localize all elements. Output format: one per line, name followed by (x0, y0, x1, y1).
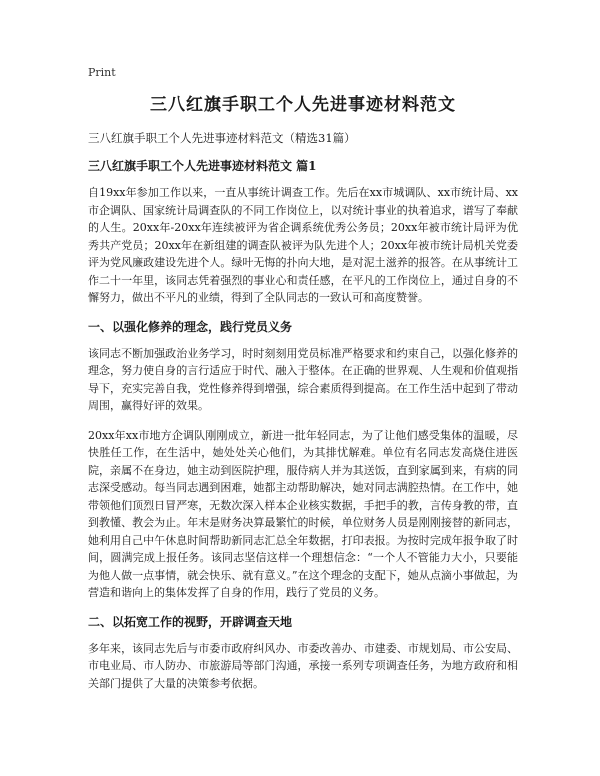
section-heading-2: 二、以拓宽工作的视野，开辟调查天地 (88, 614, 293, 629)
print-label[interactable]: Print (88, 66, 116, 79)
paragraph-section-1b: 20xx年xx市地方企调队刚刚成立，新进一批年轻同志，为了让他们感受集体的温暖，尽快胜任工作，在生活中，她处处关心他们，为其排忧解难。单位有名同志发高烧住进医院，亲属不在身边，她主动到医院护理，服侍病人并为其送饭，直到家属到来，有病的同志深受感动。每当同志遇到困难，她都主动帮助解决，她对同志满腔热情。在工作中，她带领他们顶烈日冒严寒，无数次深入样本企业核实数据，手把手的教，言传身教的带，直到教懂、教会为止。年末是财务决算最繁忙的时候，单位财务人员是刚刚接替的新同志，她利用自己中午休息时间帮助新同志汇总全年数据，打印表报。为按时完成年报争取了时间，圆满完成上报任务。该同志坚信这样一个理想信念：“一个人不管能力大小，只要能为他人做一点事情，就会快乐、就有意义。”在这个理念的支配下，她从点滴小事做起，为营造和谐向上的集体发挥了自身的作用，践行了党员的义务。 (88, 428, 518, 599)
document-page (88, 66, 518, 704)
subtitle: 三八红旗手职工个人先进事迹材料范文（精选31篇） (88, 131, 356, 145)
article-heading: 三八红旗手职工个人先进事迹材料范文 篇1 (88, 159, 317, 173)
section-heading-1: 一、以强化修养的理念，践行党员义务 (88, 319, 293, 334)
paragraph-section-2a: 多年来，该同志先后与市委市政府纠风办、市委改善办、市建委、市规划局、市公安局、市电业局、市人防办、市旅游局等部门沟通，承接一系列专项调查任务，为地方政府和相关部门提供了大量的决策参考依据。 (88, 641, 518, 690)
paragraph-intro: 自19xx年参加工作以来，一直从事统计调查工作。先后在xx市城调队、xx市统计局、xx市企调队、国家统计局调查队的不同工作岗位上，以对统计事业的执着追求，谱写了奉献的人生。20xx年-20xx年连续被评为省企调系统优秀公务员；20xx年被市统计局评为优秀共产党员；20xx年在新组建的调查队被评为队先进个人；20xx年被市统计局机关党委评为党风廉政建设先进个人。绿叶无悔的扑向大地，是对泥土滋养的报答。在从事统计工作二十一年里，该同志凭着强烈的事业心和责任感，在平凡的工作岗位上，通过自身的不懈努力，做出不平凡的业绩，得到了全队同志的一致认可和高度赞誉。 (88, 186, 518, 304)
page-title: 三八红旗手职工个人先进事迹材料范文 (150, 95, 456, 115)
paragraph-section-1a: 该同志不断加强政治业务学习，时时刻刻用党员标准严格要求和约束自己，以强化修养的理念，努力使自身的言行适应于时代、融入于整体。在正确的世界观、人生观和价值观指导下，充实完善自我，党性修养得到增强，综合素质得到提高。在工作生活中起到了带动周围，赢得好评的效果。 (88, 346, 518, 412)
